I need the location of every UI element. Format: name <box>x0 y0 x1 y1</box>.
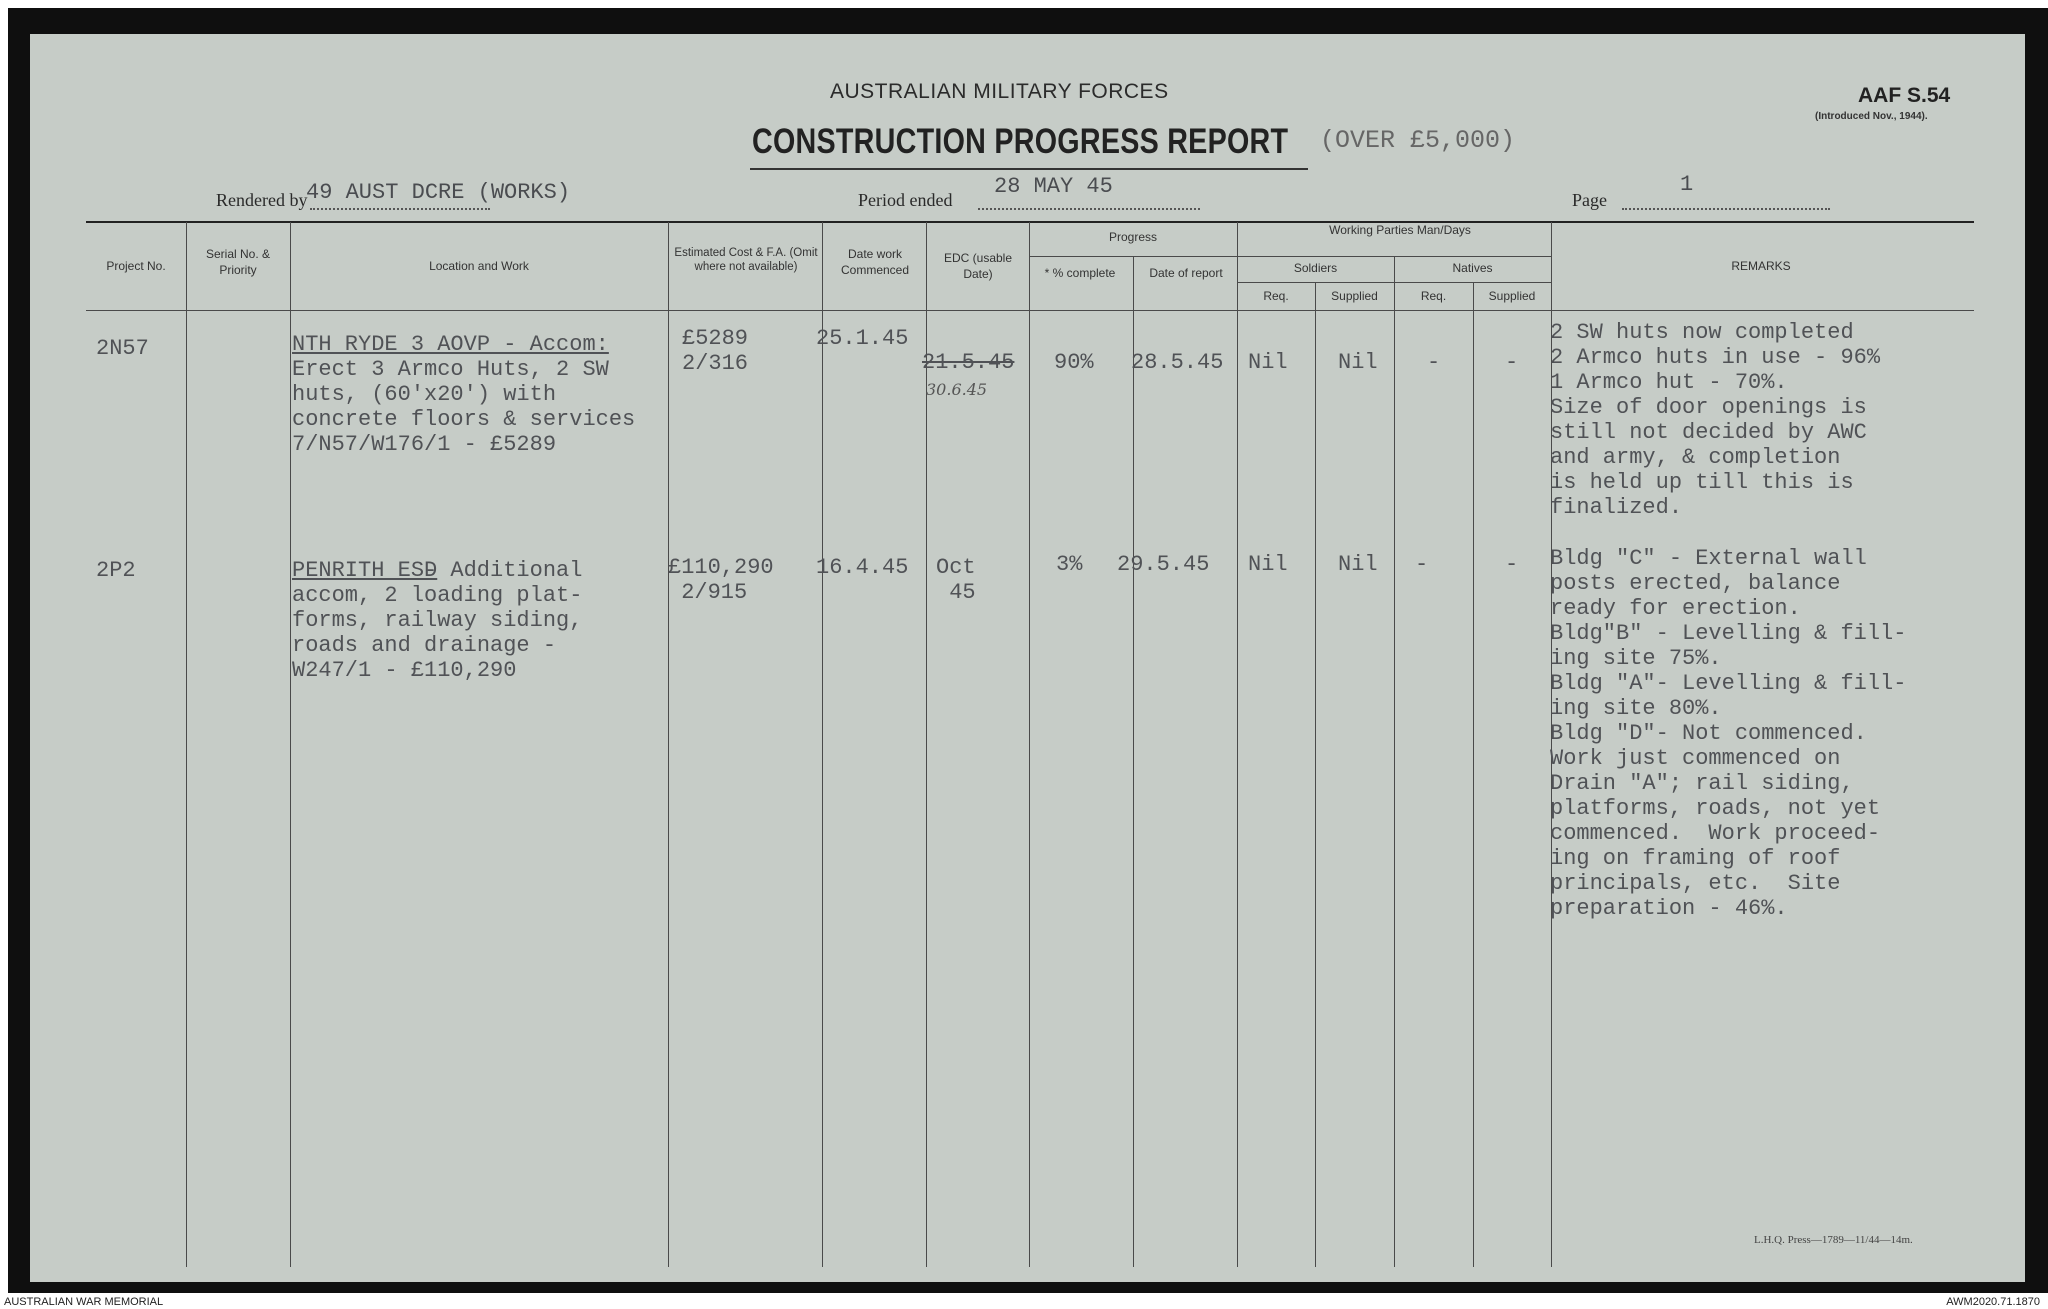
row1-remarks: 2 SW huts now completed 2 Armco huts in use - 96% 1 Armco hut - 70%. Size of door openings is still not decided by AWC and army, & completion is held up till this is finalized. <box>1550 320 1881 520</box>
form-introduced: (Introduced Nov., 1944). <box>1815 111 1928 122</box>
row1-edc-struck: 21.5.45 <box>922 350 1015 375</box>
row2-soldiers-req: Nil <box>1248 552 1288 577</box>
th-soldiers-supplied: Supplied <box>1331 289 1378 303</box>
col-rule <box>1237 222 1238 1267</box>
header-sub-rule <box>1029 256 1551 257</box>
col-rule <box>1315 282 1316 1267</box>
th-soldiers-req: Req. <box>1263 289 1289 303</box>
row1-soldiers-req: Nil <box>1248 350 1288 375</box>
col-rule <box>186 222 187 1267</box>
row1-edc-handwritten: 30.6.45 <box>926 380 988 399</box>
row1-natives-req: - <box>1427 350 1441 375</box>
row1-location-text: Erect 3 Armco Huts, 2 SW huts, (60'x20') with concrete floors & services 7/N57/W176/1 - £5289 <box>292 357 636 457</box>
header-sub-rule <box>1237 282 1551 283</box>
th-date-commenced: Date work Commenced <box>840 247 910 277</box>
row2-date-of-report: 29.5.45 <box>1117 552 1210 577</box>
row2-soldiers-supplied: Nil <box>1338 552 1378 577</box>
row2-date-commenced: 16.4.45 <box>816 555 909 580</box>
row2-percent-complete: 3% <box>1056 552 1083 577</box>
row2-remarks: Bldg "C" - External wall posts erected, balance ready for erection. Bldg"B" - Levelling & fill- ing site 75%. Bldg "A"- Levelling & fill- ing site 80%. Bldg "D"- Not commenced. Work just commenced on Drain "A"; rail siding, platforms, roads, not yet commenced. Work proceed- ing on framing of roof principals, etc. Site preparation - 46%. <box>1550 546 1907 921</box>
th-natives: Natives <box>1452 261 1493 275</box>
th-progress: Progress <box>1108 230 1158 244</box>
archive-credit: AUSTRALIAN WAR MEMORIAL <box>4 1296 164 1308</box>
table-top-rule <box>86 221 1974 223</box>
row1-project-no: 2N57 <box>96 336 149 361</box>
report-qualifier: (OVER £5,000) <box>1320 126 1516 155</box>
col-rule <box>1473 282 1474 1267</box>
period-ended-label: Period ended <box>858 190 953 210</box>
row2-cost: £110,290 2/915 <box>668 555 774 605</box>
th-remarks: REMARKS <box>1731 259 1791 273</box>
row1-natives-supplied: - <box>1505 350 1519 375</box>
col-rule <box>1394 256 1395 1267</box>
th-working-parties: Working Parties Man/Days <box>1329 223 1471 237</box>
th-natives-req: Req. <box>1420 289 1447 303</box>
row2-natives-supplied: - <box>1505 552 1519 577</box>
col-rule <box>822 222 823 1267</box>
row1-date-commenced: 25.1.45 <box>816 326 909 351</box>
th-serial: Serial No. & Priority <box>205 247 271 277</box>
th-date-of-report: Date of report <box>1149 266 1223 280</box>
row2-project-no: 2P2 <box>96 558 136 583</box>
row1-cost: £5289 2/316 <box>682 326 749 376</box>
row1-percent-complete: 90% <box>1054 350 1094 375</box>
row2-natives-req: - <box>1415 552 1429 577</box>
col-rule <box>668 222 669 1267</box>
col-rule <box>1029 222 1030 1267</box>
page-label: Page <box>1572 190 1607 210</box>
header-bottom-rule <box>86 310 1974 311</box>
col-rule <box>1133 256 1134 1267</box>
row2-location-heading: PENRITH ESD <box>292 558 438 583</box>
printer-imprint: L.H.Q. Press—1789—11/44—14m. <box>1754 1234 1913 1246</box>
row1-soldiers-supplied: Nil <box>1338 350 1378 375</box>
report-title: CONSTRUCTION PROGRESS REPORT <box>752 122 1289 161</box>
rendered-by-value: 49 AUST DCRE (WORKS) <box>306 180 571 205</box>
th-location: Location and Work <box>429 259 529 273</box>
form-number: AAF S.54 <box>1858 84 1951 107</box>
page-value: 1 <box>1680 172 1694 197</box>
th-estimated-cost: Estimated Cost & F.A. (Omit where not available) <box>674 247 818 273</box>
th-natives-supplied: Supplied <box>1488 289 1536 303</box>
page-dots <box>1622 208 1830 210</box>
th-project-no: Project No. <box>106 259 166 273</box>
th-soldiers: Soldiers <box>1293 261 1338 275</box>
rendered-by-label: Rendered by <box>216 190 308 210</box>
col-rule <box>926 222 927 1267</box>
row2-location-tail: - Additional <box>424 558 583 583</box>
period-ended-dots <box>978 208 1200 210</box>
period-ended-value: 28 MAY 45 <box>994 174 1113 199</box>
row2-location-text: accom, 2 loading plat- forms, railway siding, roads and drainage - W247/1 - £110,290 <box>292 583 583 683</box>
archive-accession: AWM2020.71.1870 <box>1946 1296 2040 1308</box>
organisation-heading: AUSTRALIAN MILITARY FORCES <box>830 80 1169 103</box>
title-underline <box>750 168 1308 170</box>
row2-edc: Oct 45 <box>936 555 976 605</box>
th-percent-complete: * % complete <box>1044 266 1116 280</box>
row1-date-of-report: 28.5.45 <box>1131 350 1224 375</box>
rendered-by-dots <box>310 208 490 210</box>
row1-location-heading: NTH RYDE 3 AOVP - Accom: <box>292 332 609 357</box>
th-edc: EDC (usable Date) <box>943 251 1013 281</box>
col-rule <box>290 222 291 1267</box>
